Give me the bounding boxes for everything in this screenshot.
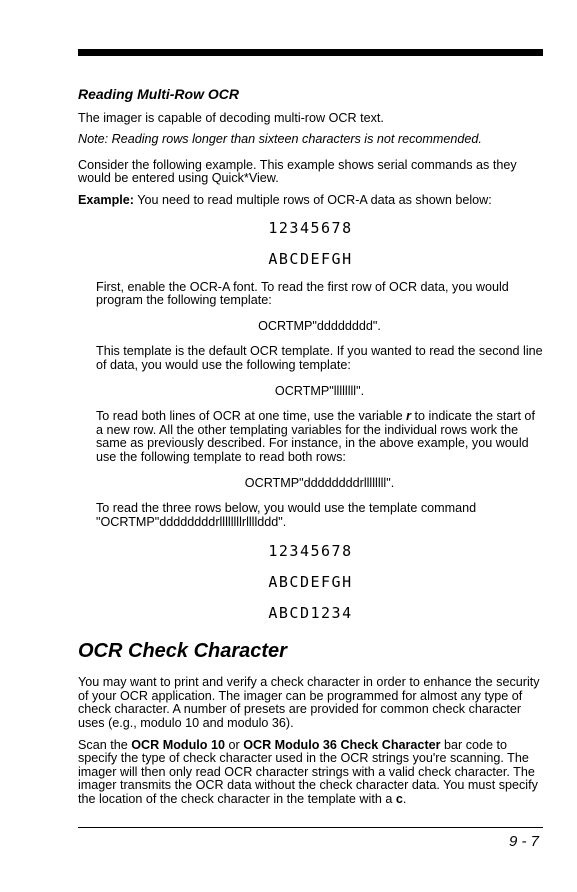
both-rows-text: To read both lines of OCR at one time, use the variable	[96, 409, 407, 424]
three-rows-paragraph: To read the three rows below, you would use the template command "OCRTMP"ddddddddrllllllllrllllddd".	[96, 501, 477, 529]
scan-text: bar code to specify the type of check character used in the OCR strings you're scanning. The imager will then only read OCR character strings with a valid check character. The imager transmits the OCR data without the check character data. You must specify the location of the check character in the template with a	[78, 737, 538, 807]
ocr-sample-row: 12345678	[268, 218, 353, 237]
page-body	[78, 88, 543, 807]
both-rows-paragraph	[96, 410, 543, 464]
modulo-36-label: OCR Modulo 36 Check Character	[243, 737, 441, 752]
ocr-sample-row: ABCD1234	[268, 604, 353, 623]
scan-text: Scan the	[78, 737, 132, 752]
note-text: Note: Reading rows longer than sixteen characters is not recommended.	[78, 132, 482, 147]
scan-paragraph	[78, 739, 543, 807]
intro-text: The imager is capable of decoding multi-row OCR text.	[78, 110, 384, 125]
default-template-paragraph: This template is the default OCR template. If you wanted to read the second line of data, you would use the following template:	[96, 344, 543, 372]
scan-text: or	[224, 737, 244, 752]
ocr-sample-row: 12345678	[268, 542, 353, 561]
footer-rule	[78, 827, 543, 828]
check-character-paragraph: You may want to print and verify a check character in order to enhance the security of your OCR application. The imager can be programmed for almost any type of check character. A number of presets are provided for common check character uses (e.g., modulo 10 and modulo 36).	[78, 675, 540, 731]
template-command: OCRTMP"llllllll".	[274, 383, 365, 398]
template-command: OCRTMP"ddddddddrllllllll".	[244, 475, 395, 490]
page-number: 9 - 7	[508, 833, 539, 850]
both-rows-text-cont: to indicate the start of a new row. All the other templating variables for the individual rows work the same as previously described. For instance, in the above example, you would use the following template to read both rows:	[96, 409, 535, 464]
modulo-10-label: OCR Modulo 10	[131, 737, 225, 752]
header-rule	[78, 49, 543, 56]
scan-text: .	[402, 792, 407, 807]
section-heading: Reading Multi-Row OCR	[78, 86, 239, 102]
row-variable: r	[406, 409, 412, 424]
first-template-paragraph: First, enable the OCR-A font. To read the first row of OCR data, you would program the following template:	[96, 279, 509, 308]
ocr-sample-row: ABCDEFGH	[268, 573, 353, 592]
example-label: Example:	[78, 192, 134, 207]
consider-paragraph: Consider the following example. This example shows serial commands as they would be entered using Quick*View.	[78, 157, 517, 186]
example-text: You need to read multiple rows of OCR-A data as shown below:	[134, 192, 492, 207]
template-command: OCRTMP"dddddddd".	[258, 318, 381, 333]
ocr-sample-row: ABCDEFGH	[268, 249, 353, 268]
main-heading: OCR Check Character	[78, 640, 287, 663]
example-paragraph	[78, 194, 543, 208]
check-variable: c	[395, 792, 403, 807]
